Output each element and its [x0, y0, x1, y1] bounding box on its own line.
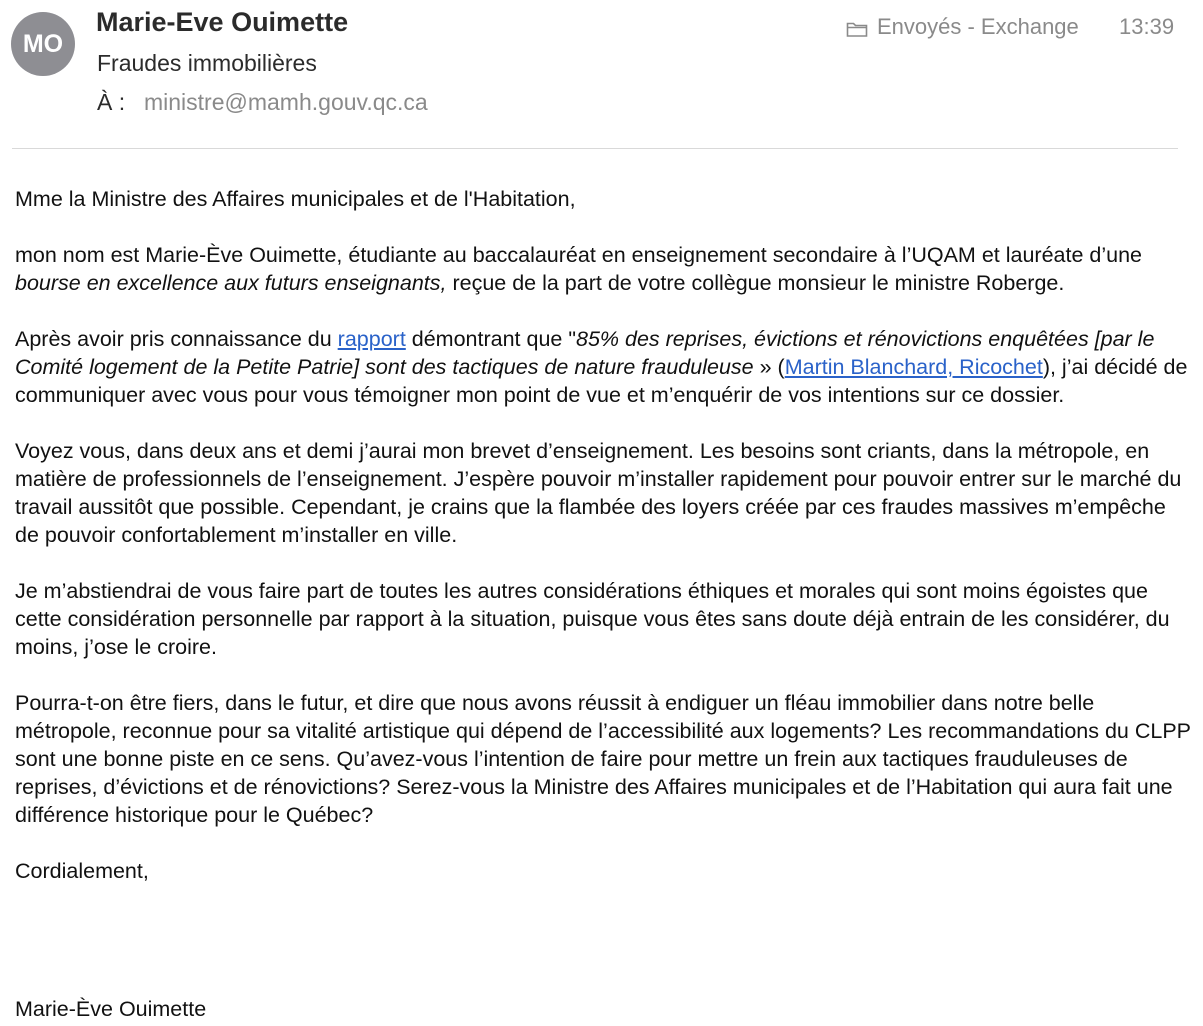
- text: Après avoir pris connaissance du: [15, 327, 338, 351]
- mailbox-name: Envoyés - Exchange: [877, 14, 1079, 39]
- paragraph-report: [15, 325, 1195, 409]
- text: reçue de la part de votre collègue monsieur le ministre Roberge.: [446, 271, 1065, 295]
- text: démontrant que ": [405, 327, 576, 351]
- text: » (: [753, 355, 785, 379]
- message-header: [0, 0, 1203, 150]
- message-subject: Fraudes immobilières: [97, 50, 317, 76]
- paragraph-intro: [15, 241, 1195, 297]
- message-time: 13:39: [1119, 14, 1175, 39]
- folder-icon: [846, 18, 868, 36]
- mailbox-indicator[interactable]: [846, 14, 1079, 40]
- quote-text: 85% des reprises, évictions et rénovictions enquêtées [par le Comité logement de la Petite Patrie] sont des tactiques de nature frauduleuse: [15, 327, 1155, 379]
- text: ), j’ai décidé de communiquer avec vous pour vous témoigner mon point de vue et m’enquérir de vos intentions sur ce dossier.: [15, 355, 1188, 407]
- text: mon nom est Marie-Ève Ouimette, étudiante au baccalauréat en enseignement secondaire à l’UQAM et lauréate d’une: [15, 243, 1142, 267]
- closing: Cordialement,: [15, 859, 149, 883]
- emphasis-text: bourse en excellence aux futurs enseignants,: [15, 271, 447, 295]
- recipient-address[interactable]: ministre@mamh.gouv.qc.ca: [144, 89, 428, 115]
- message-body: [15, 185, 1195, 913]
- signature: Marie-Ève Ouimette: [15, 997, 207, 1021]
- sender-avatar: MO: [11, 12, 75, 76]
- header-divider: [12, 148, 1178, 149]
- source-link[interactable]: Martin Blanchard, Ricochet: [784, 355, 1043, 379]
- paragraph-question: Pourra-t-on être fiers, dans le futur, et dire que nous avons réussit à endiguer un fléau immobilier dans notre belle métropole, reconnue pour sa vitalité artistique qui dépend de l’accessibilité aux logements? Les recommandations du CLPP sont une bonne piste en ce sens. Qu’avez-vous l’intention de faire pour mettre un frein aux tactiques frauduleuses de reprises, d’évictions et de rénovictions? Serez-vous la Ministre des Affaires municipales et de l’Habitation qui aura fait une différence historique pour le Québec?: [15, 691, 1191, 827]
- greeting: Mme la Ministre des Affaires municipales et de l'Habitation,: [15, 187, 576, 211]
- report-link[interactable]: rapport: [337, 327, 406, 351]
- paragraph-context: Voyez vous, dans deux ans et demi j’aurai mon brevet d’enseignement. Les besoins sont criants, dans la métropole, en matière de professionnels de l’enseignement. J’espère pouvoir m’installer rapidement pour pouvoir entrer sur le marché du travail aussitôt que possible. Cependant, je crains que la flambée des loyers créée par ces fraudes massives m’empêche de pouvoir confortablement m’installer en ville.: [15, 439, 1182, 547]
- sender-name[interactable]: Marie-Eve Ouimette: [96, 7, 349, 37]
- paragraph-considerations: Je m’abstiendrai de vous faire part de toutes les autres considérations éthiques et morales qui sont moins égoistes que cette considération personnelle par rapport à la situation, puisque vous êtes sans doute déjà entrain de les considérer, du moins, j’ose le croire.: [15, 579, 1170, 659]
- to-label: À :: [97, 89, 126, 115]
